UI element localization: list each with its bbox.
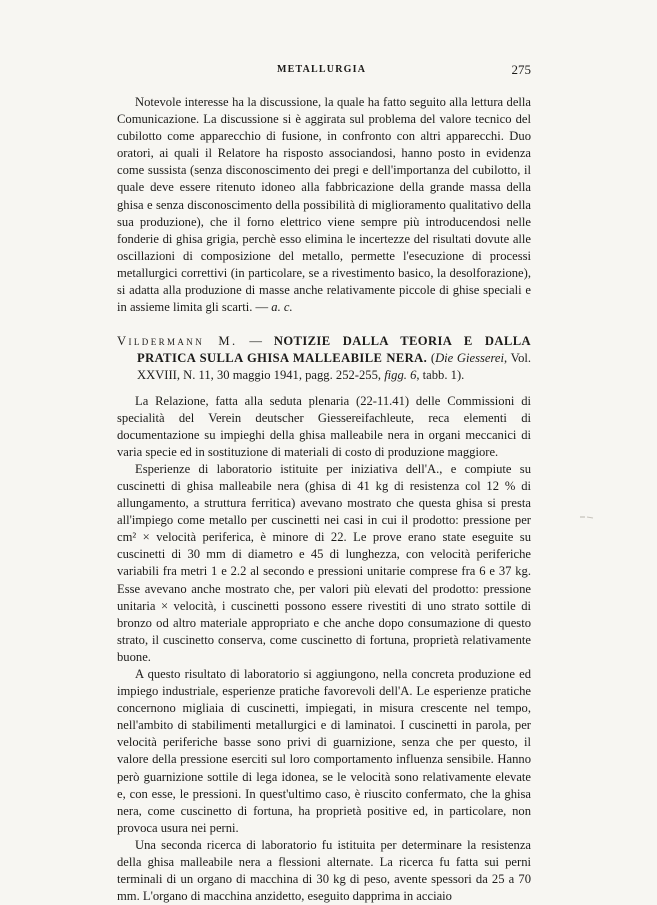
entry-tables: , tabb. 1). (416, 368, 464, 382)
entry-dash: — (238, 334, 274, 348)
margin-smudge (579, 515, 595, 519)
entry-source-open: ( (427, 351, 435, 365)
bibliographic-entry (117, 333, 531, 384)
entry-abstract (117, 393, 531, 905)
paragraph-risultato: A questo risultato di laboratorio si aggiungono, nella concreta produzione ed impiego industriale, esperienze pratiche favorevoli dell'A. Le esperienze pratiche concernono migliaia di cuscinetti, impiegati, in misura crescente nel tempo, nell'ambito di stabilimenti metallurgici e di laminatoi. I cuscinetti in parola, per velocità periferiche basse sono privi di guarnizione, senza che per questo, il valore della pressione eserciti sul loro comportamento influenza sensibile. Hanno però guarnizione sottile di lega idonea, se le velocità sono relativamente elevate e, con esse, le pressioni. In quest'ultimo caso, è riuscito confermato, che la ghisa nera, come cuscinetto di fortuna, ha proprietà positive ed, in particolare, non provoca usura nei perni. (117, 666, 531, 837)
entry-journal: Die Giesserei (435, 351, 504, 365)
signature: a. c. (271, 300, 292, 314)
entry-figures: figg. 6 (384, 368, 416, 382)
paragraph-esperienze: Esperienze di laboratorio istituite per iniziativa dell'A., e compiute su cuscinetti di ghisa malleabile nera (ghisa di 41 kg di resistenza col 12 % di allungamento, a struttura ferritica) avevano mostrato che questa ghisa si presta all'impiego come metallo per cuscinetti nei casi in cui il prodotto: pressione per cm² × velocità periferica, è minore di 22. Le prove erano state eseguite su cuscinetti di 30 mm di diametro e 45 di lunghezza, con velocità periferiche variabili fra metri 1 e 2.2 al secondo e pressioni unitarie comprese fra 6 e 37 kg. Esse avevano anche mostrato che, per valori più elevati del prodotto: pressione unitaria × velocità, i cuscinetti possono essere rivestiti di uno strato sottile di bronzo od altro materiale appropriato e che anche dopo consumazione di questo strato, il cuscinetto conserva, come cuscinetto di fortuna, proprietà relativamente buone. (117, 461, 531, 666)
paragraph-relazione: La Relazione, fatta alla seduta plenaria (22-11.41) delle Commissioni di specialità del Verein deutscher Giessereifachleute, reca elementi di documentazione su impieghi della ghisa malleabile nera in organi meccanici di varia specie ed in sostituzione di materiali di costo di produzione maggiore. (117, 393, 531, 461)
page-body (117, 94, 531, 905)
paragraph-discussion-text: Notevole interesse ha la discussione, la quale ha fatto seguito alla lettura della Comunicazione. La discussione si è aggirata sul problema del valore tecnico del cubilotto come apparecchio di fusione, in confronto con altri apparecchi. Duo oratori, ai quali il Relatore ha risposto associandosi, hanno posto in evidenza come sussista (senza disconoscimento dei pregi e dell'importanza del cubilotto, il quale deve essere ritenuto idoneo alla fabbricazione della grande massa della ghisa e senza disconoscimento della possibilità di miglioramento qualitativo della sua produzione), che il forno elettrico viene sempre più introducendosi nelle fonderie di ghisa grigia, perchè esso elimina le incertezze del risultati dovute alle oscillazioni di composizione del metallo, permette l'esecuzione di processi metallurgici correttivi (in particolare, se a rivestimento basico, la desolforazione), si adatta alla produzione di masse anche relativamente piccole di ghise speciali e in assieme limita gli scarti. — (117, 95, 531, 314)
paragraph-seconda-ricerca: Una seconda ricerca di laboratorio fu istituita per determinare la resistenza della ghisa malleabile nera a flessioni alternate. La ricerca fu fatta sui perni terminali di un organo di macchina di 30 kg di peso, avente spessori da 25 a 70 mm. L'organo di macchina anzidetto, eseguito dapprima in acciaio (117, 837, 531, 905)
paragraph-discussion (117, 94, 531, 316)
page-number: 275 (512, 62, 532, 78)
entry-citation: , Vol. XXVIII, N. 11, 30 maggio 1941, pagg. 252-255, (137, 351, 531, 382)
entry-author: Vildermann M. (117, 334, 238, 348)
page-header (117, 62, 531, 80)
running-title: METALLURGIA (277, 64, 366, 75)
entry-title: NOTIZIE DALLA TEORIA E DALLA PRATICA SULLA GHISA MALLEABILE NERA. (137, 334, 531, 365)
